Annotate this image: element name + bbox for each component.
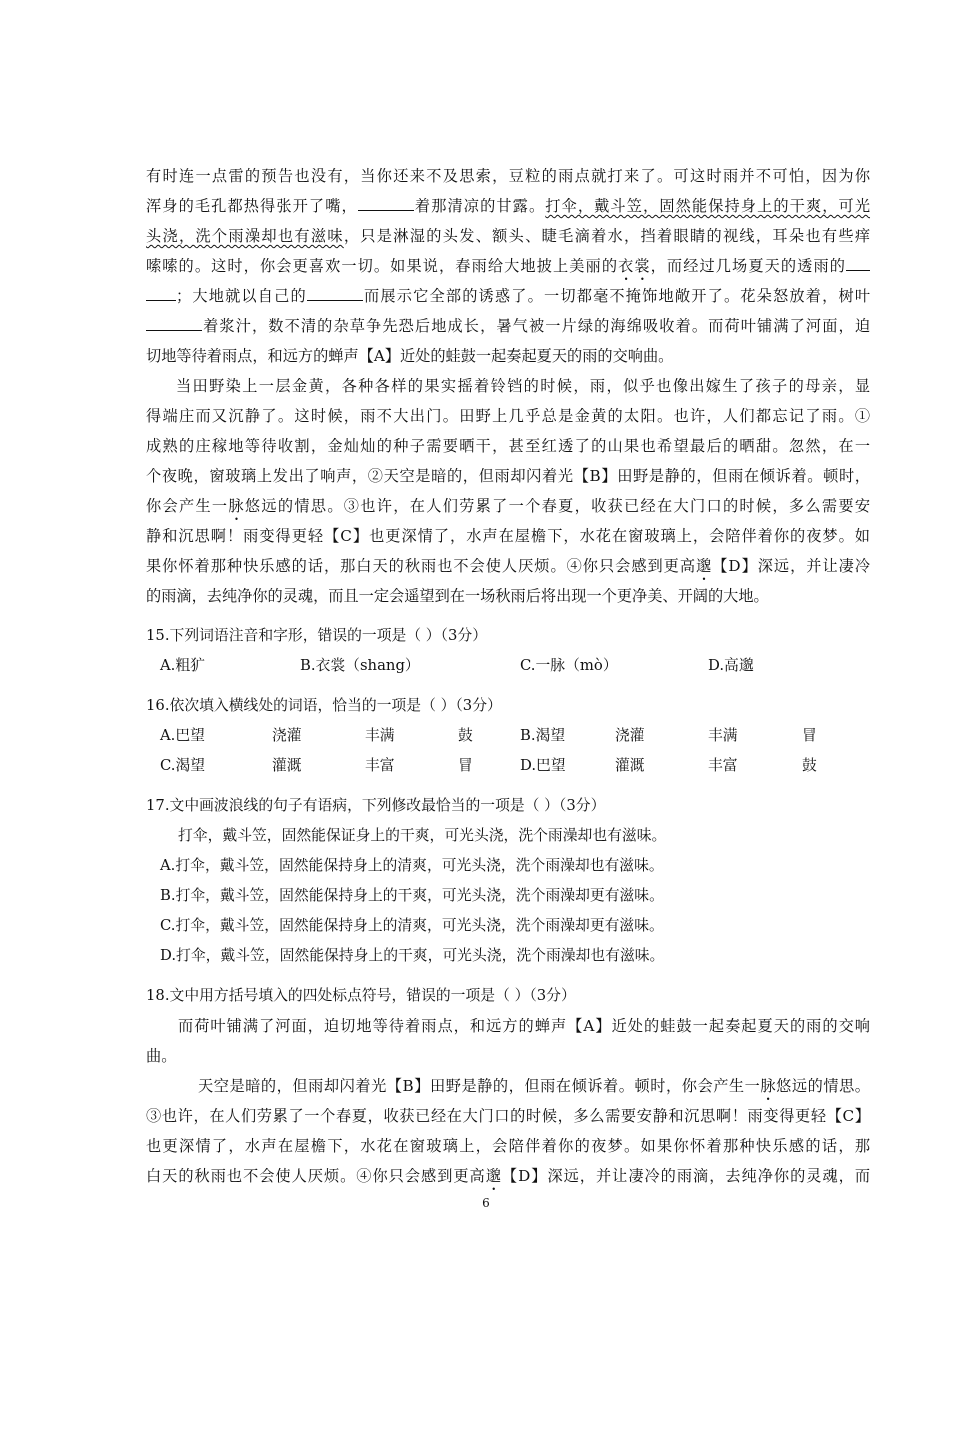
text: 得端庄而又沉静了。这时候，雨不大出门。田野上几乎总是金黄的太阳。也许，人们都忘记了雨。① [146, 407, 870, 425]
q17-option-a: A.打伞，戴斗笠，固然能保持身上的清爽，可光头浇，洗个雨澡却也有滋味。 [160, 857, 664, 874]
text: 的雨滴，去纯净你的灵魂，而且一定会遥望到在一场秋雨后将出现一个更净美、开阔的大地。 [146, 587, 769, 605]
q17-option-b: B.打伞，戴斗笠，固然能保持身上的干爽，可光头浇，洗个雨澡却更有滋味。 [160, 887, 664, 904]
text: 着那清凉的甘露。 [413, 197, 546, 215]
dotted-word: 脉 [228, 497, 245, 515]
passage-line [146, 436, 870, 456]
text: 【D】深远，并让凄冷的雨滴，去纯净你的灵魂，而 [501, 1167, 871, 1185]
q15-option-b: B.衣裳（shang） [300, 657, 420, 674]
q18-excerpt-line [178, 1016, 870, 1036]
dotted-word: 衣裳 [618, 257, 651, 275]
text: ，只是淋湿的头发、额头、睫毛滴着水，挡着眼睛的视线，耳朵也有些痒 [343, 227, 871, 245]
passage-line [146, 286, 870, 306]
text: 有时连一点雷的预告也没有，当你还来不及思索，豆粒的雨点就打来了。可这时雨并不可怕，因为你 [146, 167, 870, 185]
text: 天空是暗的，但雨却闪着光【B】田野是静的，但雨在倾诉着。顿时，你会产生一 [198, 1077, 761, 1095]
q18-excerpt-line [146, 1106, 870, 1126]
q18-excerpt-line [146, 1136, 870, 1156]
q16-option-c-word4: 冒 [458, 757, 473, 774]
text: 静和沉思啊！雨变得更轻【C】也更深情了，水声在屋檐下，水花在窗玻璃上，会陪伴着你的夜梦。如 [146, 527, 870, 545]
q16-option-d-word2: 灌溉 [615, 757, 645, 774]
text: 忽然，在一 [788, 437, 871, 455]
q18-excerpt-line [146, 1166, 870, 1194]
fill-blank-4 [146, 316, 202, 331]
text: 浑身的毛孔都热得张开了嘴， [146, 197, 358, 215]
text: 曲。 [146, 1047, 177, 1065]
page-number: 6 [482, 1196, 490, 1210]
text: 切地等待着雨点，和远方的蝉声【A】近处的蛙鼓一起奏起夏天的雨的交响曲。 [146, 347, 674, 365]
q15-option-d: D.高邈 [708, 657, 754, 674]
q16-option-b-word2: 浇灌 [615, 727, 645, 744]
q17-option-d: D.打伞，戴斗笠，固然能保持身上的干爽，可光头浇，洗个雨澡却也有滋味。 [160, 947, 665, 964]
q15-option-c: C.一脉（mò） [520, 657, 618, 674]
q16-option-d-word4: 鼓 [802, 757, 817, 774]
text: 成熟的庄稼地等待收割，金灿灿的种子需要晒干，甚至红透了的山果也希望最后的晒甜。 [146, 437, 789, 455]
q16-option-c: C.渴望 [160, 757, 206, 774]
passage-line [146, 196, 870, 216]
text: 你会产生一 [146, 497, 229, 515]
fill-blank-2a [846, 256, 870, 271]
passage-line [176, 376, 870, 396]
q18-excerpt-line [198, 1076, 870, 1104]
dotted-word: 邈 [485, 1167, 502, 1185]
text: 个夜晚，窗玻璃上发出了响声，②天空是暗的，但雨却闪着光【B】田野是静的，但雨在倾诉着。顿时， [146, 467, 870, 485]
q16-option-c-word2: 灌溉 [272, 757, 302, 774]
q16-option-a-word4: 鼓 [458, 727, 473, 744]
fill-blank-1 [358, 196, 414, 211]
q16-option-d: D.巴望 [520, 757, 566, 774]
question-18-stem: 18.文中用方括号填入的四处标点符号，错误的一项是（ ）（3分） [146, 987, 576, 1004]
q16-option-b-word3: 丰满 [708, 727, 738, 744]
question-16-stem: 16.依次填入横线处的词语，恰当的一项是（ ）（3分） [146, 697, 502, 714]
passage-line [146, 586, 769, 606]
passage-line [146, 166, 870, 186]
text: 着浆汁，数不清的杂草争先恐后地成长，暑气被一片绿的海绵吸收着。而荷叶铺满了河面，迫 [202, 317, 870, 335]
q17-option-c: C.打伞，戴斗笠，固然能保持身上的清爽，可光头浇，洗个雨澡却更有滋味。 [160, 917, 664, 934]
wavy-underlined-sentence: 头浇，洗个雨澡却也有滋味 [146, 227, 344, 245]
text: 悠远的情思。③也许，在人们劳累了一个春夏，收获已经在大门口的时候，多么需要安 [244, 497, 871, 515]
text: 果你怀着那种快乐感的话，那白天的秋雨也不会使人厌烦。④你只会感到更高 [146, 557, 697, 575]
passage-line [146, 556, 870, 584]
passage-line [146, 256, 870, 284]
q16-option-b: B.渴望 [520, 727, 566, 744]
fill-blank-2b [146, 286, 176, 301]
q16-option-a-word2: 浇灌 [272, 727, 302, 744]
text: ；大地就以自己的 [176, 287, 307, 305]
passage-line [146, 316, 870, 336]
text: 嗦嗦的。这时，你会更喜欢一切。如果说，春雨给大地披上美丽的 [146, 257, 619, 275]
text: 【D】深远，并让凄冷 [712, 557, 871, 575]
q16-option-c-word3: 丰富 [365, 757, 395, 774]
q17-original-sentence: 打伞，戴斗笠，固然能保证身上的干爽，可光头浇，洗个雨澡却也有滋味。 [178, 827, 667, 844]
text: ，而经过几场夏天的透雨的 [650, 257, 847, 275]
passage-line [146, 526, 870, 546]
q16-option-a: A.巴望 [160, 727, 205, 744]
dotted-word: 邈 [696, 557, 713, 575]
text: 也更深情了，水声在屋檐下，水花在窗玻璃上，会陪伴着你的夜梦。如果你怀着那种快乐感的话，那 [146, 1137, 870, 1155]
text: 白天的秋雨也不会使人厌烦。④你只会感到更高 [146, 1167, 486, 1185]
question-15-stem: 15.下列词语注音和字形，错误的一项是（ ）（3分） [146, 627, 487, 644]
q15-option-a: A.粗犷 [160, 657, 205, 674]
fill-blank-3 [307, 286, 363, 301]
q16-option-a-word3: 丰满 [365, 727, 395, 744]
dotted-word: 脉 [760, 1077, 777, 1095]
passage-line [146, 226, 870, 246]
wavy-underlined-sentence: 打伞，戴斗笠，固然能保持身上的干爽，可光 [545, 197, 871, 215]
text: 而展示它全部的诱惑了。一切都毫不掩饰地敞开了。花朵怒放着，树叶 [362, 287, 871, 305]
q16-option-b-word4: 冒 [802, 727, 817, 744]
passage-line [146, 406, 870, 426]
passage-line [146, 496, 870, 524]
text: 当田野染上一层金黄，各种各样的果实摇着铃铛的时候，雨，似乎也像出嫁生了孩子的母亲，显 [176, 377, 870, 395]
text: 而荷叶铺满了河面，迫切地等待着雨点，和远方的蝉声【A】近处的蛙鼓一起奏起夏天的雨的交响 [178, 1017, 870, 1035]
q18-excerpt-line [146, 1046, 176, 1066]
text: 悠远的情思。 [776, 1077, 870, 1095]
q16-option-d-word3: 丰富 [708, 757, 738, 774]
passage-line [146, 466, 870, 486]
passage-line [146, 346, 673, 366]
text: ③也许，在人们劳累了一个春夏，收获已经在大门口的时候，多么需要安静和沉思啊！雨变得更轻【C】 [146, 1107, 870, 1125]
question-17-stem: 17.文中画波浪线的句子有语病，下列修改最恰当的一项是（ ）（3分） [146, 797, 606, 814]
